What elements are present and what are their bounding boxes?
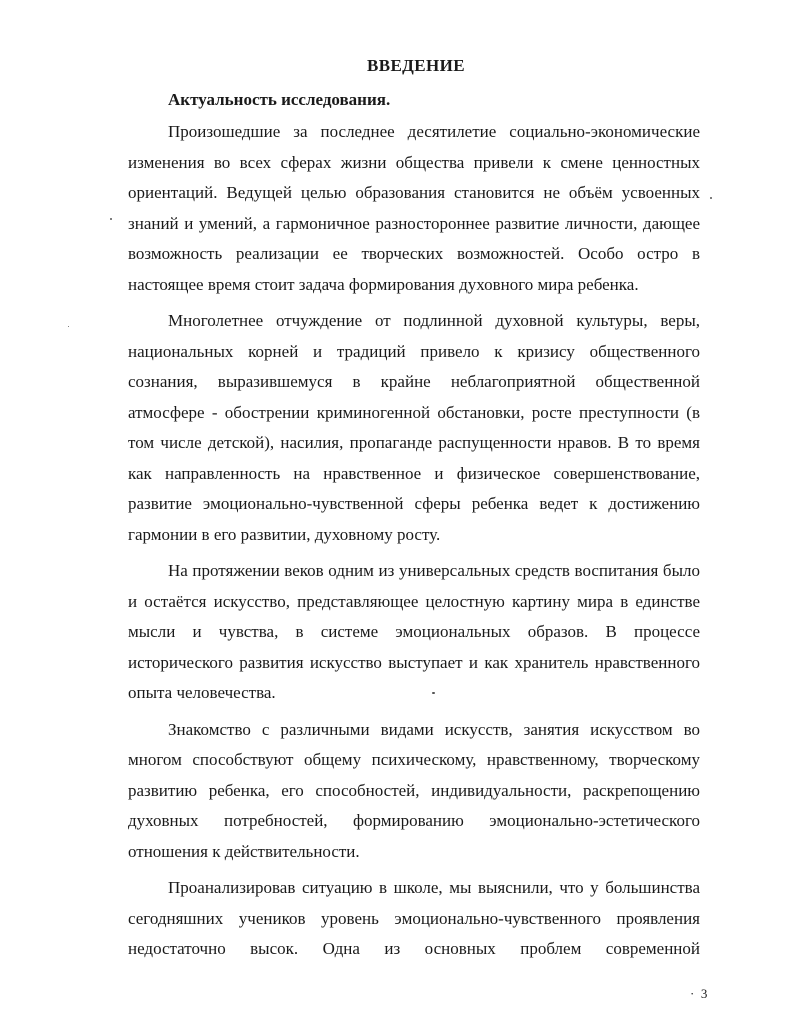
paragraph-3: На протяжении веков одним из универсальных средств воспитания было и остаётся искусство, представляющее целостную картину мира в единстве мысли и чувства, в системе эмоциональных образов. В процессе исторического развития искусство выступает и как хранитель нравственного опыта человечества. bbox=[128, 561, 700, 702]
paragraph-1: Произошедшие за последнее десятилетие социально-экономические изменения во всех сферах жизни общества привели к смене ценностных ориентаций. Ведущей целью образования становится не объём усвоенных знаний и умений, а гармоничное разностороннее развитие личности, дающее возможность реализации ее творческих возможностей. Особо остро в настоящее время стоит задача формирования духовного мира ребенка. bbox=[128, 122, 700, 294]
paragraph-5: Проанализировав ситуацию в школе, мы выяснили, что у большинства сегодняшних учеников уровень эмоционально-чувственного проявления недостаточно высок. Одна из основных проблем современной bbox=[128, 878, 700, 958]
paragraph-2: Многолетнее отчуждение от подлинной духовной культуры, веры, национальных корней и традиций привело к кризису общественного сознания, выразившемуся в крайне неблагоприятной общественной атмосфере - обострении криминогенной обстановки, росте преступности (в том числе детской), насилия, пропаганде распущенности нравов. В то время как направленность на нравственное и физическое совершенствование, развитие эмоционально-чувственной сферы ребенка ведет к достижению гармонии в его развитии, духовному росту. bbox=[128, 311, 700, 544]
paragraph-4: Знакомство с различными видами искусств, занятия искусством во многом способствуют общему психическому, нравственному, творческому развитию ребенка, его способностей, индивидуальности, раскрепощению духовных потребностей, формированию эмоционально-эстетического отношения к действительности. bbox=[128, 719, 700, 861]
scan-speck bbox=[110, 218, 112, 220]
section-heading: Актуальность исследования. bbox=[168, 90, 391, 109]
scan-speck bbox=[710, 197, 712, 199]
page-title: ВВЕДЕНИЕ bbox=[366, 56, 466, 75]
body-text bbox=[128, 117, 700, 971]
scan-dot: · bbox=[690, 986, 701, 1001]
scan-speck bbox=[432, 692, 435, 694]
scan-speck bbox=[68, 326, 69, 327]
page-number-value: 3 bbox=[700, 986, 708, 1001]
page-number bbox=[690, 986, 707, 1002]
